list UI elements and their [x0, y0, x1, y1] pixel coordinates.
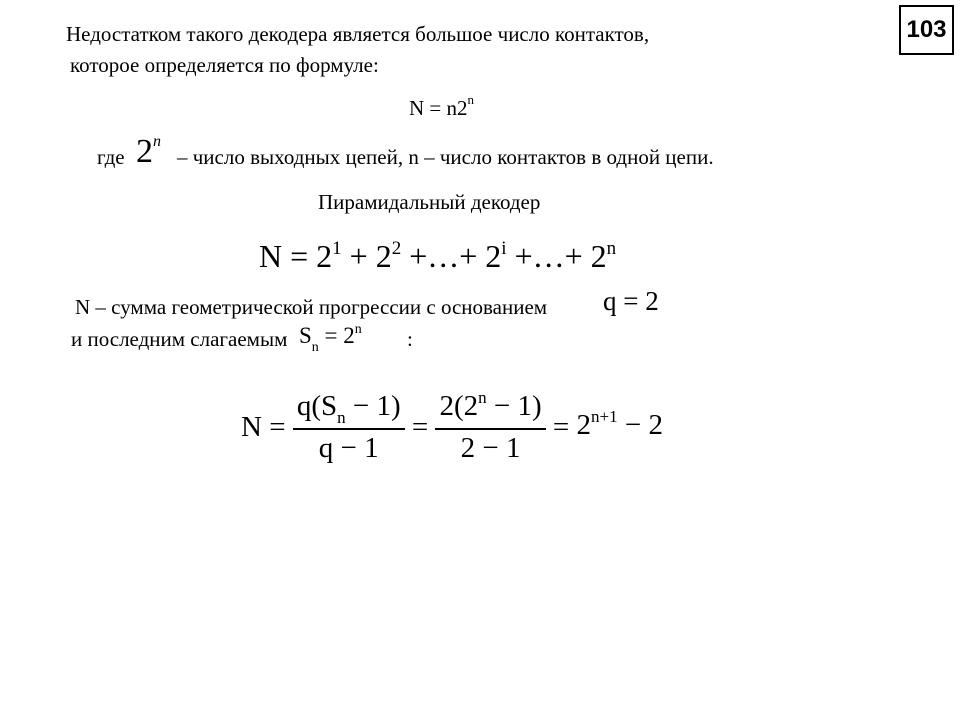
where-description: – число выходных цепей, n – число контактов в одной цепи. — [177, 145, 714, 169]
formula-contacts-base: 2 — [457, 96, 468, 120]
pyr-lhs: N — [259, 238, 283, 274]
where-exp: n — [153, 133, 161, 150]
pyr-t4: 2$^n$ — [590, 238, 617, 274]
formula-contacts-coef: n — [446, 96, 458, 120]
formula-contacts-exp: n — [467, 92, 475, 107]
where-prefix: где — [97, 145, 125, 169]
frac2-denominator: 2 − 1 — [460, 432, 521, 464]
progression-sn-formula — [299, 322, 362, 355]
frac2-numerator: 2(2$^n$ − 1) — [439, 388, 542, 422]
progression-line-1: N – сумма геометрической прогрессии с основанием — [75, 295, 548, 319]
sum-fraction-2 — [435, 388, 545, 466]
frac1-denominator: q − 1 — [318, 432, 379, 464]
pyr-t2: $2^2$ — [375, 238, 402, 274]
progression-colon: : — [407, 327, 413, 351]
sum-lhs: N — [241, 411, 262, 443]
pyr-t3: 2$^i$ — [485, 238, 507, 274]
formula-contacts-lhs: N — [409, 96, 425, 120]
pyr-plus1: + — [349, 238, 368, 274]
sum-eq1: = — [269, 411, 286, 443]
sn-eq: = 2 — [324, 323, 355, 348]
formula-contacts — [409, 92, 475, 121]
page-number-badge: 103 — [899, 5, 954, 55]
sum-eq3: = — [552, 411, 570, 443]
sum-fraction-1 — [293, 388, 405, 466]
sum-result: $2^{n+1} - 2$ — [576, 407, 663, 441]
frac1-numerator: $q(S_n - 1)$ — [296, 390, 401, 427]
pyr-eq: = — [290, 238, 309, 274]
pyr-plus2: +…+ — [409, 238, 478, 274]
intro-line-1: Недостатком такого декодера является большое число контактов, — [66, 22, 650, 46]
intro-line-2: которое определяется по формуле: — [70, 53, 379, 77]
formula-sum — [241, 388, 663, 466]
sn-sub: n — [311, 340, 319, 355]
pyr-plus3: +…+ — [514, 238, 583, 274]
sn-base: S — [299, 323, 312, 348]
sum-eq2: = — [411, 411, 429, 443]
progression-q-formula: q = 2 — [603, 286, 659, 316]
sn-exp: n — [354, 322, 362, 337]
formula-contacts-eq: = — [429, 96, 442, 120]
formula-pyramid — [259, 236, 616, 282]
where-base: 2 — [136, 133, 153, 170]
progression-line-2: и последним слагаемым — [71, 327, 288, 351]
pyr-t1: $2^1$ — [316, 238, 342, 274]
where-power — [136, 133, 161, 177]
pyramid-title: Пирамидальный декодер — [318, 190, 541, 214]
